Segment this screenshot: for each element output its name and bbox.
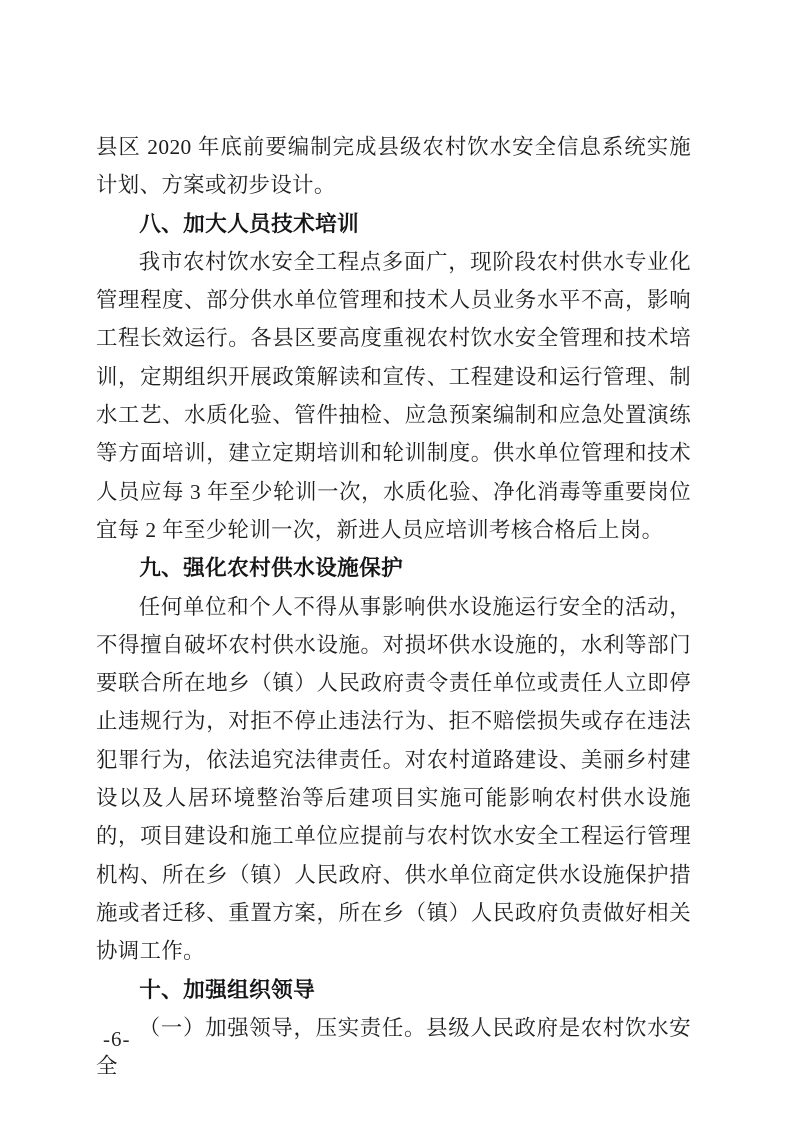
document-body	[96, 128, 691, 1085]
page-number: -6-	[103, 1027, 131, 1051]
section-heading-9-facility-protection: 九、强化农村供水设施保护	[139, 555, 404, 581]
section-heading-8-training: 八、加大人员技术培训	[139, 210, 360, 236]
paragraph-section-8: 我市农村饮水安全工程点多面广，现阶段农村供水专业化管理程度、部分供水单位管理和技术人员业务水平不高，影响工程长效运行。各县区要高度重视农村饮水安全管理和技术培训，定期组织开展政策解读和宣传、工程建设和运行管理、制水工艺、水质化验、管件抽检、应急预案编制和应急处置演练等方面培训，建立定期培训和轮训制度。供水单位管理和技术人员应每 3 年至少轮训一次，水质化验、净化消毒等重要岗位宜每 2 年至少轮训一次，新进人员应培训考核合格后上岗。	[96, 249, 691, 542]
paragraph-section-9: 任何单位和个人不得从事影响供水设施运行安全的活动，不得擅自破坏农村供水设施。对损坏供水设施的，水利等部门要联合所在地乡（镇）人民政府责令责任单位或责任人立即停止违规行为，对拒不停止违法行为、拒不赔偿损失或存在违法犯罪行为，依法追究法律责任。对农村道路建设、美丽乡村建设以及人居环境整治等后建项目实施可能影响农村供水设施的，项目建设和施工单位应提前与农村饮水安全工程运行管理机构、所在乡（镇）人民政府、供水单位商定供水设施保护措施或者迁移、重置方案，所在乡（镇）人民政府负责做好相关协调工作。	[96, 594, 691, 964]
paragraph-section-10-item-1: （一）加强领导，压实责任。县级人民政府是农村饮水安全	[96, 1015, 691, 1079]
paragraph-continuation: 县区 2020 年底前要编制完成县级农村饮水安全信息系统实施计划、方案或初步设计。	[96, 135, 691, 198]
section-heading-10-leadership: 十、加强组织领导	[139, 976, 316, 1002]
